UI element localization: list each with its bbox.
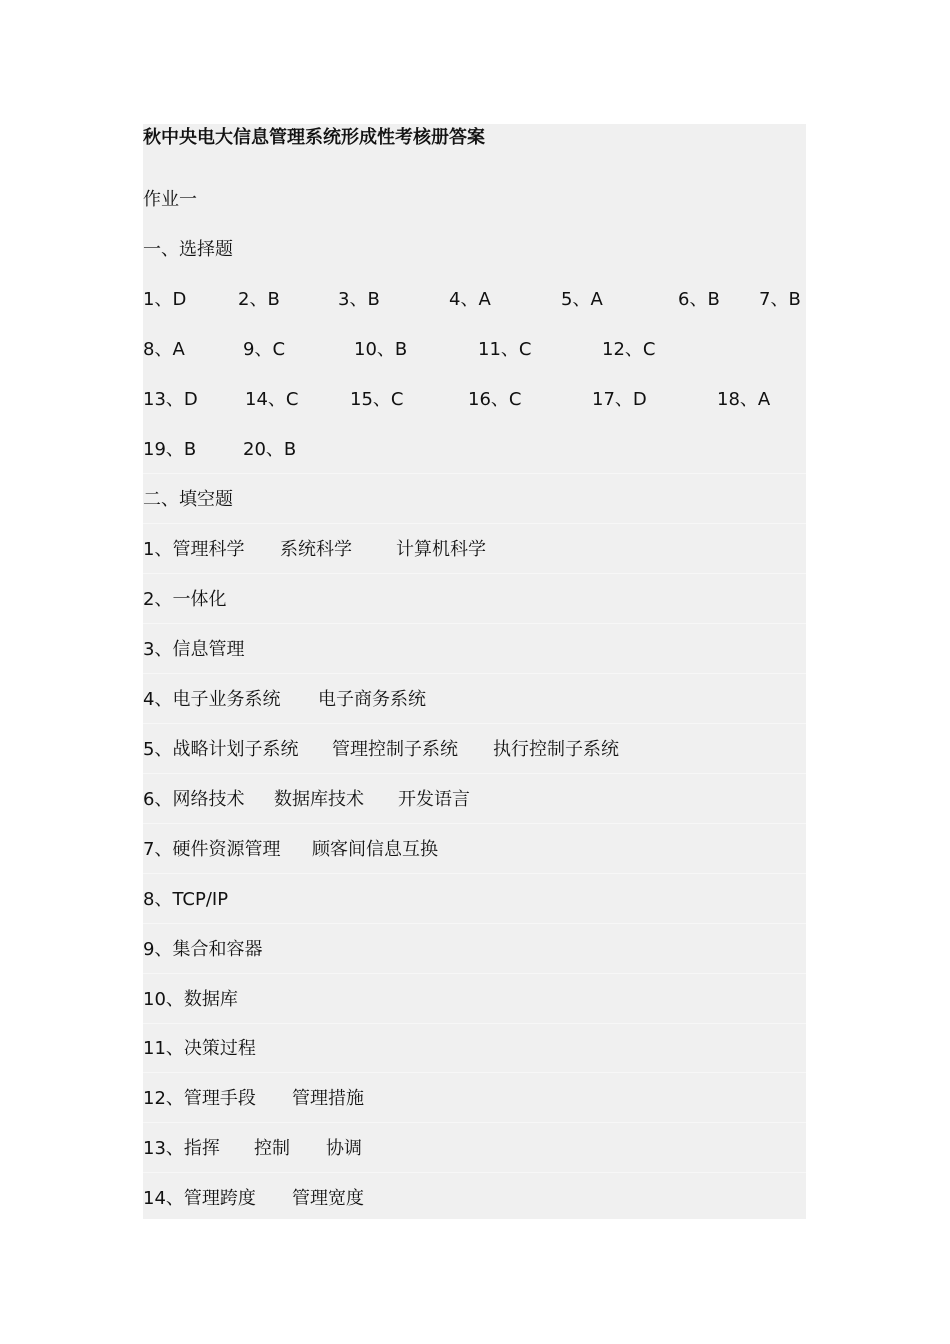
answer-item: 4、A xyxy=(449,289,491,310)
divider xyxy=(143,723,806,724)
divider xyxy=(143,623,806,624)
divider xyxy=(143,1122,806,1123)
answer-item: 10、数据库 xyxy=(143,989,238,1010)
answer-item: 1、管理科学 xyxy=(143,539,245,560)
choice-row-4 xyxy=(143,433,806,467)
divider xyxy=(143,473,806,474)
answer-item: 2、一体化 xyxy=(143,589,227,610)
answer-item: 20、B xyxy=(243,439,297,460)
answer-item: 6、网络技术 xyxy=(143,789,245,810)
answer-item: 5、A xyxy=(561,289,603,310)
divider xyxy=(143,1172,806,1173)
answer-item: 12、C xyxy=(602,339,656,360)
answer-item: 协调 xyxy=(326,1138,362,1159)
answer-item: 8、TCP/IP xyxy=(143,889,229,910)
answer-item: 7、硬件资源管理 xyxy=(143,839,281,860)
fill-row-14 xyxy=(143,1182,806,1216)
answer-item: 管理宽度 xyxy=(292,1188,364,1209)
fill-row-1 xyxy=(143,533,806,567)
answer-item: 13、指挥 xyxy=(143,1138,220,1159)
answer-item: 10、B xyxy=(354,339,408,360)
answer-item: 5、战略计划子系统 xyxy=(143,739,299,760)
answer-item: 管理控制子系统 xyxy=(332,739,458,760)
answer-item: 开发语言 xyxy=(398,789,470,810)
answer-item: 控制 xyxy=(254,1138,290,1159)
divider xyxy=(143,973,806,974)
answer-item: 管理措施 xyxy=(292,1088,364,1109)
answer-item: 数据库技术 xyxy=(274,789,364,810)
answer-item: 14、管理跨度 xyxy=(143,1188,256,1209)
answer-item: 13、D xyxy=(143,389,198,410)
answer-item: 2、B xyxy=(238,289,280,310)
answer-item: 8、A xyxy=(143,339,185,360)
answer-item: 3、信息管理 xyxy=(143,639,245,660)
answer-item: 12、管理手段 xyxy=(143,1088,256,1109)
divider xyxy=(143,1023,806,1024)
answer-item: 17、D xyxy=(592,389,647,410)
answer-item: 7、B xyxy=(759,289,801,310)
fill-row-5 xyxy=(143,733,806,767)
answer-item: 19、B xyxy=(143,439,197,460)
document-title: 秋中央电大信息管理系统形成性考核册答案 xyxy=(143,127,485,148)
answer-item: 顾客间信息互换 xyxy=(312,839,438,860)
answer-item: 11、C xyxy=(478,339,532,360)
divider xyxy=(143,573,806,574)
divider xyxy=(143,523,806,524)
assignment-heading: 作业一 xyxy=(143,189,197,210)
divider xyxy=(143,773,806,774)
divider xyxy=(143,873,806,874)
answer-item: 18、A xyxy=(717,389,771,410)
choice-row-1 xyxy=(143,283,806,317)
answer-item: 系统科学 xyxy=(280,539,352,560)
answer-item: 9、集合和容器 xyxy=(143,939,263,960)
divider xyxy=(143,923,806,924)
document-body xyxy=(143,124,806,1219)
answer-item: 4、电子业务系统 xyxy=(143,689,281,710)
divider xyxy=(143,1072,806,1073)
answer-item: 15、C xyxy=(350,389,404,410)
answer-item: 9、C xyxy=(243,339,286,360)
answer-item: 执行控制子系统 xyxy=(493,739,619,760)
answer-item: 16、C xyxy=(468,389,522,410)
answer-item: 计算机科学 xyxy=(396,539,486,560)
answer-item: 14、C xyxy=(245,389,299,410)
divider xyxy=(143,823,806,824)
answer-item: 11、决策过程 xyxy=(143,1038,256,1059)
fill-row-4 xyxy=(143,683,806,717)
choice-row-2 xyxy=(143,333,806,367)
divider xyxy=(143,673,806,674)
fill-row-12 xyxy=(143,1082,806,1116)
fill-row-6 xyxy=(143,783,806,817)
choice-row-3 xyxy=(143,383,806,417)
section-heading-fill: 二、填空题 xyxy=(143,489,233,510)
section-heading-choice: 一、选择题 xyxy=(143,239,233,260)
fill-row-13 xyxy=(143,1132,806,1166)
answer-item: 1、D xyxy=(143,289,187,310)
fill-row-7 xyxy=(143,833,806,867)
answer-item: 电子商务系统 xyxy=(318,689,426,710)
answer-item: 3、B xyxy=(338,289,380,310)
answer-item: 6、B xyxy=(678,289,720,310)
